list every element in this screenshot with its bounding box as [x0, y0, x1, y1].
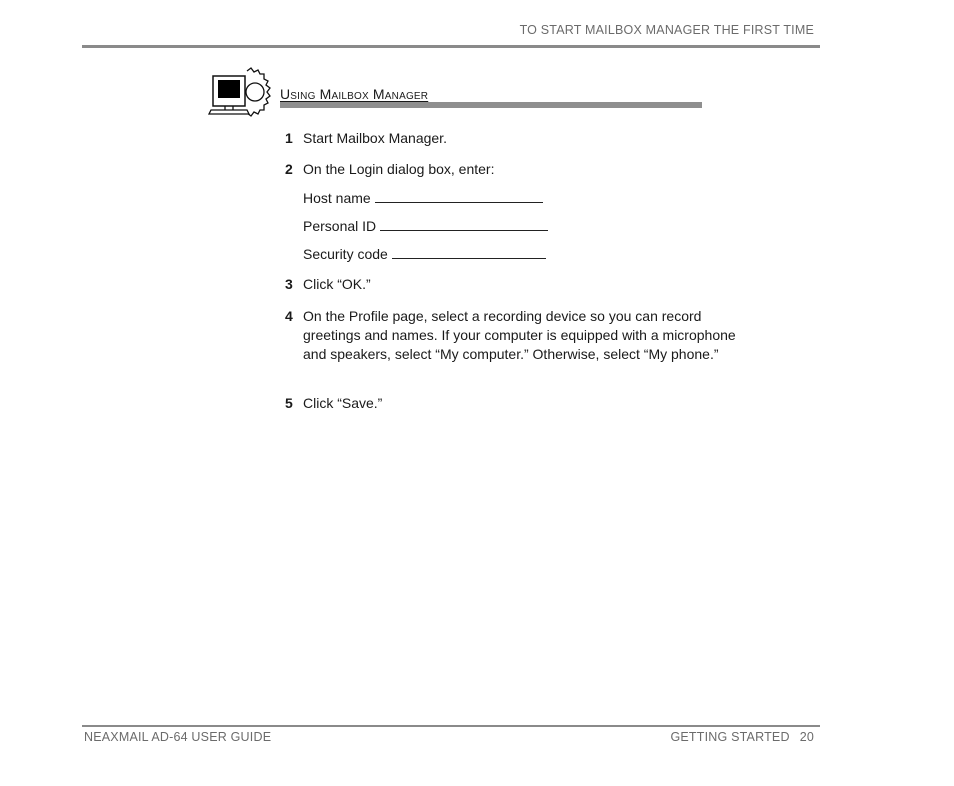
footer-chapter-page: [670, 730, 814, 744]
blank-line: [392, 244, 546, 259]
field-label: Host name: [303, 190, 371, 206]
step-text: On the Login dialog box, enter:: [303, 161, 495, 177]
computer-gear-icon: [207, 66, 273, 118]
blank-line: [375, 188, 543, 203]
footer-rule: [82, 725, 820, 727]
field-label: Security code: [303, 246, 388, 262]
header-rule: [82, 45, 820, 48]
step-number: 4: [285, 308, 293, 324]
running-header: TO START MAILBOX MANAGER THE FIRST TIME: [519, 23, 814, 37]
step-text: Start Mailbox Manager.: [303, 130, 447, 146]
blank-line: [380, 216, 548, 231]
chapter-name: GETTING STARTED: [670, 730, 790, 744]
security-code-field: [303, 244, 546, 264]
step-text: On the Profile page, select a recording device so you can record greetings and names. If your computer is equipped with a microphone and speakers, select “My computer.” Otherwise, select “My phone.”: [303, 308, 736, 362]
guide-title: NEAXMAIL AD-64 USER GUIDE: [84, 730, 272, 744]
step-number: 3: [285, 276, 293, 292]
host-name-field: [303, 188, 543, 208]
section-rule: [280, 102, 702, 108]
step-text: Click “Save.”: [303, 395, 383, 411]
section-title: Using Mailbox Manager: [280, 86, 429, 102]
field-label: Personal ID: [303, 218, 377, 234]
step-number: 5: [285, 395, 293, 411]
step-number: 2: [285, 161, 293, 177]
personal-id-field: [303, 216, 548, 236]
page-number: 20: [799, 730, 814, 744]
step-text: Click “OK.”: [303, 276, 371, 292]
step-number: 1: [285, 130, 293, 146]
